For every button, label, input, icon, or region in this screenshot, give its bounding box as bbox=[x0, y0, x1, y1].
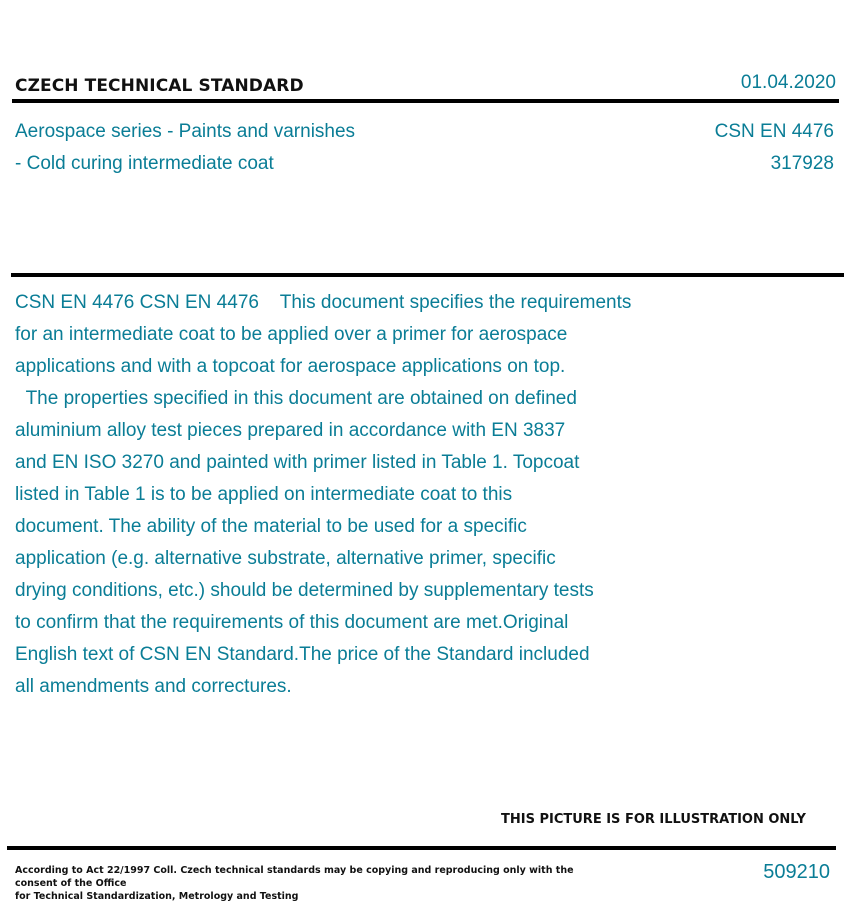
header-divider bbox=[12, 99, 839, 103]
footer-divider bbox=[7, 846, 836, 850]
illustration-note: THIS PICTURE IS FOR ILLUSTRATION ONLY bbox=[501, 812, 806, 827]
document-identifiers bbox=[715, 116, 834, 180]
catalog-number: 317928 bbox=[770, 153, 834, 174]
legal-line-2: for Technical Standardization, Metrology and Testing bbox=[15, 891, 299, 902]
body-divider bbox=[11, 273, 844, 277]
standard-label: CZECH TECHNICAL STANDARD bbox=[15, 76, 304, 96]
publication-date: 01.04.2020 bbox=[740, 72, 836, 93]
title-line-1: Aerospace series - Paints and varnishes bbox=[15, 121, 356, 142]
document-title bbox=[15, 116, 575, 180]
document-abstract: CSN EN 4476 CSN EN 4476 This document specifies the requirements for an intermediate coat to be applied over a primer for aerospace applications and with a topcoat for aerospace applications on top. The properties specified in this document are obtained on defined aluminium alloy test pieces prepared in accordance with EN 3837 and EN ISO 3270 and painted with primer listed in Table 1. Topcoat listed in Table 1 is to be applied on intermediate coat to this document. The ability of the material to be used for a specific application (e.g. alternative substrate, alternative primer, specific drying conditions, etc.) should be determined by supplementary tests to confirm that the requirements of this document are met.Original English text of CSN EN Standard.The price of the Standard included all amendments and correctures. bbox=[15, 292, 632, 697]
legal-line-1: According to Act 22/1997 Coll. Czech technical standards may be copying and reproducing only with the consent of the Office bbox=[15, 865, 574, 889]
footer-number: 509210 bbox=[763, 861, 830, 883]
standard-code: CSN EN 4476 bbox=[714, 121, 834, 142]
legal-notice bbox=[15, 864, 595, 903]
title-line-2: - Cold curing intermediate coat bbox=[15, 153, 274, 174]
